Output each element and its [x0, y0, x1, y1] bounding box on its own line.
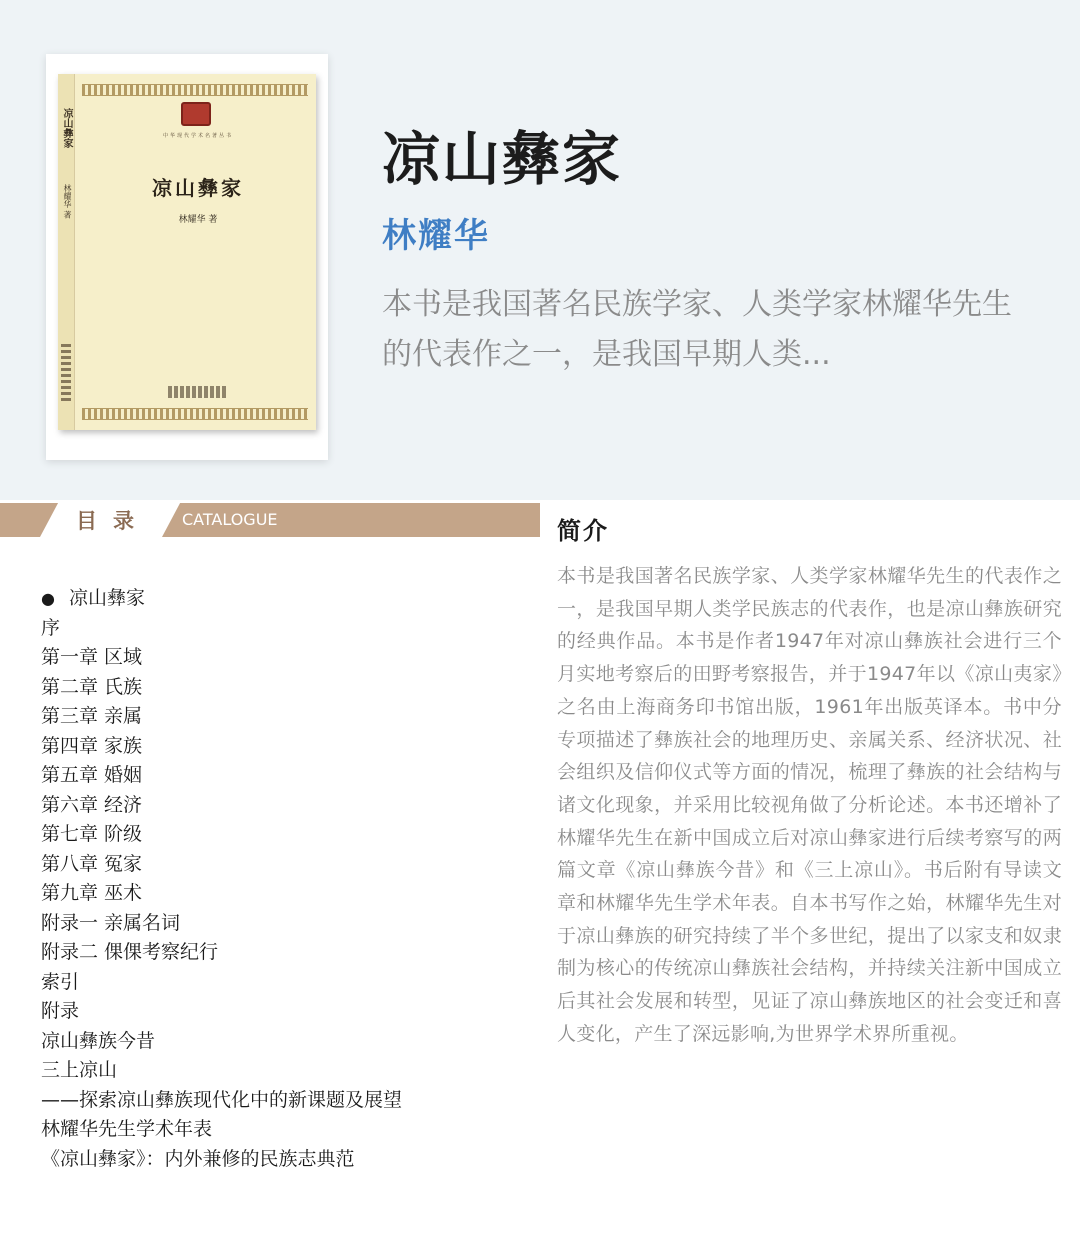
- intro-body: 本书是我国著名民族学家、人类学家林耀华先生的代表作之一，是我国早期人类学民族志的代表作，也是凉山彝族研究的经典作品。本书是作者1947年对凉山彝族社会进行三个月实地考察后的田野考察报告，并于1947年以《凉山夷家》之名由上海商务印书馆出版，1961年出版英译本。书中分专项描述了彝族社会的地理历史、亲属关系、经济状况、社会组织及信仰仪式等方面的情况，梳理了彝族的社会结构与诸文化现象，并采用比较视角做了分析论述。本书还增补了林耀华先生在新中国成立后对凉山彝家进行后续考察写的两篇文章《凉山彝族今昔》和《三上凉山》。书后附有导读文章和林耀华先生学术年表。自本书写作之始，林耀华先生对于凉山彝族的研究持续了半个多世纪，提出了以家支和奴隶制为核心的传统凉山彝族社会结构，并持续关注新中国成立后其社会发展和转型，见证了凉山彝族地区的社会变迁和喜人变化，产生了深远影响,为世界学术界所重视。: [557, 565, 1062, 1045]
- toc-item[interactable]: 第一章 区域: [41, 646, 143, 668]
- catalogue-label-en: CATALOGUE: [182, 510, 278, 529]
- catalogue-label: 目录: [76, 509, 150, 533]
- cover-series-name: 中华现代学术名著丛书: [162, 133, 233, 139]
- toc-item[interactable]: 林耀华先生学术年表: [41, 1118, 213, 1140]
- toc-item[interactable]: 《凉山彝家》：内外兼修的民族志典范: [41, 1147, 355, 1170]
- book-cover-image: [58, 74, 316, 430]
- spine-title: 凉山彝家: [61, 108, 72, 148]
- book-summary-short: 本书是我国著名民族学家、人类学家林耀华先生的代表作之一，是我国早期人类...: [382, 287, 1012, 372]
- toc-item[interactable]: 附录一 亲属名词: [41, 911, 181, 934]
- cover-ornament-top: [82, 84, 308, 96]
- cover-publisher-logo: [168, 386, 228, 398]
- toc-item[interactable]: 附录: [41, 1000, 80, 1022]
- toc-item[interactable]: 第八章 冤家: [41, 852, 143, 875]
- toc-item[interactable]: 第六章 经济: [41, 793, 143, 816]
- intro-heading: 简介: [557, 517, 609, 545]
- cover-author: 林耀华 著: [178, 215, 218, 225]
- toc-item[interactable]: 第五章 婚姻: [41, 764, 143, 786]
- toc-item[interactable]: 序: [41, 616, 61, 639]
- toc-item[interactable]: [41, 584, 521, 614]
- toc-item[interactable]: 三上凉山: [41, 1059, 118, 1081]
- toc-item-label: 凉山彝家: [69, 587, 146, 609]
- spine-author: 林耀华 著: [63, 184, 72, 219]
- toc-item[interactable]: 第九章 巫术: [41, 882, 143, 904]
- book-cover-card[interactable]: [46, 54, 328, 460]
- toc-item[interactable]: 索引: [41, 970, 80, 993]
- header-section: [0, 0, 1080, 500]
- toc-item[interactable]: 第三章 亲属: [41, 705, 143, 727]
- book-title: 凉山彝家: [382, 125, 623, 193]
- spine-publisher-mark: [61, 344, 71, 404]
- cover-ornament-bottom: [82, 408, 308, 420]
- book-author[interactable]: 林耀华: [382, 216, 490, 256]
- cover-title: 凉山彝家: [152, 176, 244, 200]
- cover-seal-icon: [181, 102, 211, 126]
- toc-item[interactable]: 第七章 阶级: [41, 823, 143, 845]
- bullet-icon: ●: [41, 589, 55, 608]
- toc-item[interactable]: 附录二 倮倮考察纪行: [41, 941, 219, 963]
- toc-item[interactable]: 第四章 家族: [41, 734, 143, 757]
- toc-item[interactable]: 凉山彝族今昔: [41, 1029, 156, 1052]
- book-spine: [58, 74, 75, 430]
- toc-item[interactable]: 第二章 氏族: [41, 675, 143, 698]
- table-of-contents: [41, 584, 521, 1174]
- toc-item[interactable]: ——探索凉山彝族现代化中的新课题及展望: [41, 1088, 403, 1111]
